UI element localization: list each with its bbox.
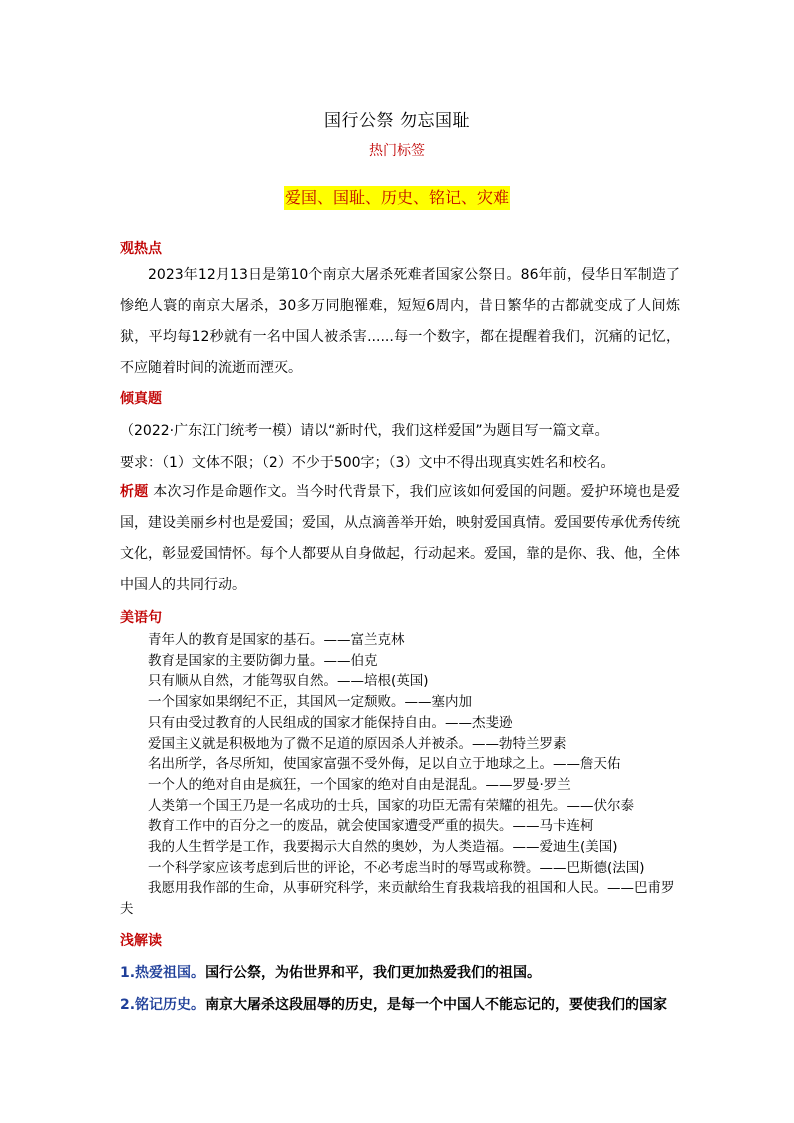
point-text: 国行公祭，为佑世界和平，我们更加热爱我们的祖国。	[205, 965, 542, 981]
tags-heading: 热门标签	[369, 143, 425, 159]
quote-item: 教育工作中的百分之一的废品，就会使国家遭受严重的损失。——马卡连柯	[148, 818, 594, 835]
quote-item: 青年人的教育是国家的基石。——富兰克林	[148, 632, 405, 648]
section-heading-question: 倾真题	[120, 391, 162, 407]
quote-item: 教育是国家的主要防御力量。——伯克	[148, 652, 378, 669]
question-requirement: 要求：（1）文体不限；（2）不少于500字；（3）文中不得出现真实姓名和校名。	[120, 455, 615, 471]
analysis-text: 本次习作是命题作文。当今时代背景下，我们应该如何爱国的问题。爱护环境也是爱国，建设美丽乡村也是爱国；爱国，从点滴善举开始，映射爱国真情。爱国要传承优秀传统文化，彰显爱国情怀。每个人都要从自身做起，行动起来。爱国，靠的是你、我、他，全体中国人的共同行动。	[120, 484, 681, 593]
quote-item: 只有顺从自然，才能驾驭自然。——培根(英国)	[148, 673, 429, 690]
interpret-point	[120, 962, 680, 982]
quote-item: 一个国家如果纲纪不正，其国风一定颓败。——塞内加	[148, 694, 472, 711]
page-title: 国行公祭 勿忘国耻	[324, 111, 470, 131]
analysis-label: 析题	[120, 484, 149, 500]
quote-item: 人类第一个国王乃是一名成功的士兵，国家的功臣无需有荣耀的祖先。——伏尔泰	[148, 797, 634, 814]
viewpoint-paragraph: 2023年12月13日是第10个南京大屠杀死难者国家公祭日。86年前，侵华日军制造了惨绝人寰的南京大屠杀，30多万同胞罹难，短短6周内，昔日繁华的古都就变成了人间炼狱，平均每12秒就有一名中国人被杀害......每一个数字，都在提醒着我们，沉痛的记忆，不应随着时间的流逝而湮灭。	[120, 267, 680, 376]
quote-item: 我愿用我作部的生命，从事研究科学，来贡献给生育我栽培我的祖国和人民。——巴甫罗夫	[120, 880, 675, 918]
point-lead: 1.热爱祖国。	[120, 965, 206, 981]
analysis-paragraph	[120, 477, 680, 601]
quote-item: 只有由受过教育的人民组成的国家才能保持自由。——杰斐逊	[148, 714, 513, 731]
section-heading-interpret: 浅解读	[120, 933, 162, 949]
quotes-list	[120, 630, 680, 920]
highlighted-tags: 爱国、国耻、历史、铭记、灾难	[284, 186, 510, 210]
point-text: 南京大屠杀这段屈辱的历史，是每一个中国人不能忘记的，要使我们的国家	[205, 997, 668, 1013]
quote-item: 一个科学家应该考虑到后世的评论，不必考虑当时的辱骂或称赞。——巴斯德(法国)	[148, 859, 645, 876]
section-heading-viewpoint: 观热点	[120, 241, 162, 257]
question-prompt: （2022·广东江门统考一模）请以“新时代，我们这样爱国”为题目写一篇文章。	[120, 423, 609, 439]
quote-item: 一个人的绝对自由是疯狂，一个国家的绝对自由是混乱。——罗曼·罗兰	[148, 776, 571, 793]
point-lead: 2.铭记历史。	[120, 997, 206, 1013]
quote-item: 名出所学，各尽所知，使国家富强不受外侮，足以自立于地球之上。——詹天佑	[148, 756, 621, 773]
section-heading-quotes: 美语句	[120, 610, 162, 626]
interpret-point	[120, 994, 680, 1014]
tags-row	[0, 186, 794, 210]
quote-item: 爱国主义就是积极地为了微不足道的原因杀人并被杀。——勃特兰罗素	[148, 735, 567, 752]
quote-item: 我的人生哲学是工作，我要揭示大自然的奥妙，为人类造福。——爱迪生(美国)	[148, 839, 618, 856]
